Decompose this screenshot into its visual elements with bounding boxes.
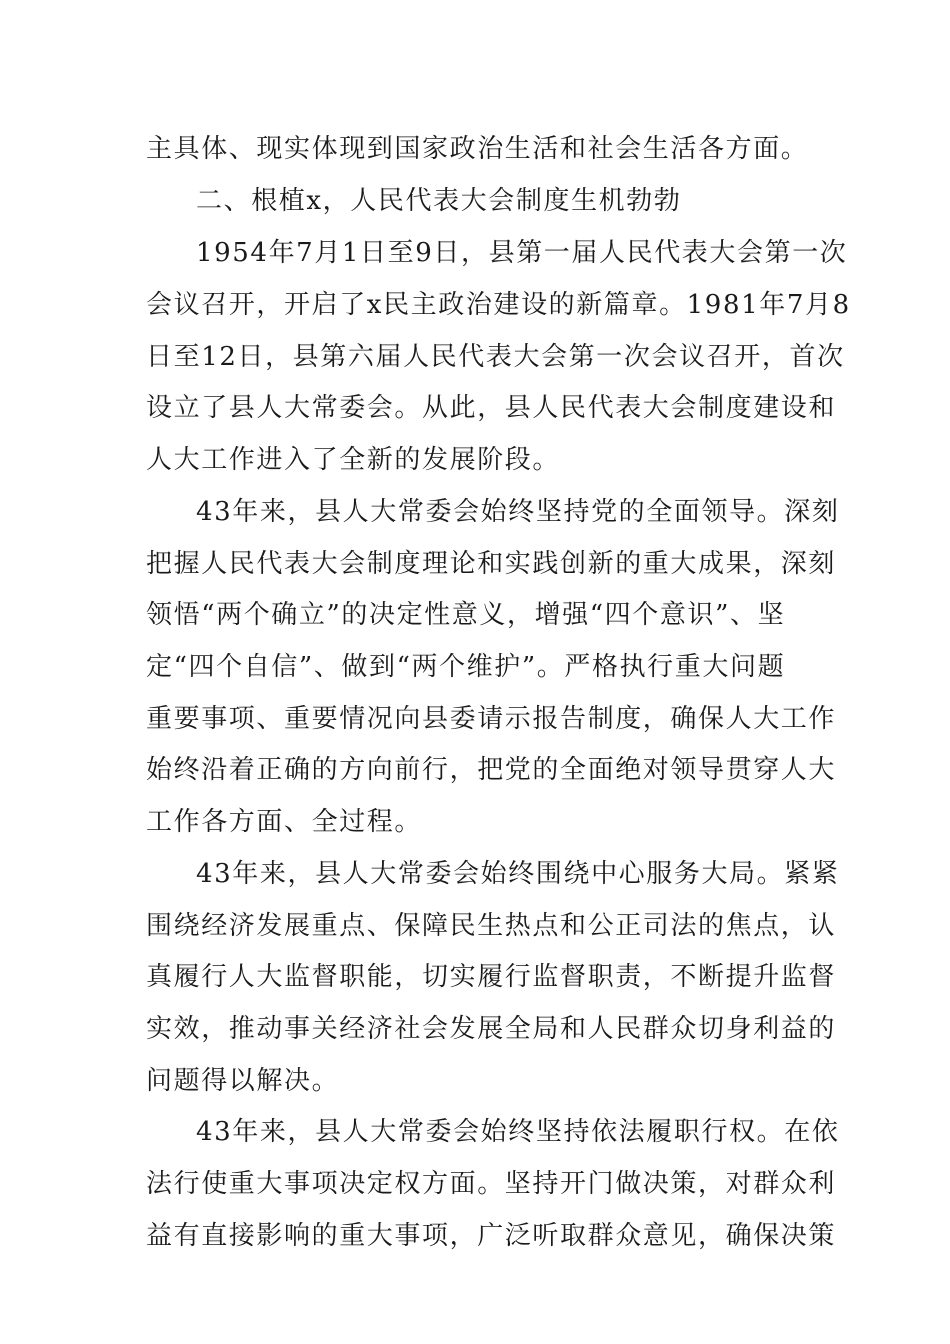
body-text-line: 真履行人大监督职能，切实履行监督职责，不断提升监督 xyxy=(146,962,837,992)
body-text-line: 定“四个自信”、做到“两个维护”。严格执行重大问题 xyxy=(146,652,786,682)
body-text-line: 法行使重大事项决定权方面。坚持开门做决策，对群众利 xyxy=(146,1169,837,1199)
body-text-line: 工作各方面、全过程。 xyxy=(146,807,423,837)
body-text-line: 把握人民代表大会制度理论和实践创新的重大成果，深刻 xyxy=(146,549,837,579)
body-text-line: 重要事项、重要情况向县委请示报告制度，确保人大工作 xyxy=(146,704,837,734)
body-text-line: 设立了县人大常委会。从此，县人民代表大会制度建设和 xyxy=(146,393,837,423)
body-text-line: 围绕经济发展重点、保障民生热点和公正司法的焦点，认 xyxy=(146,911,837,941)
body-text-line: 领悟“两个确立”的决定性意义，增强“四个意识”、坚 xyxy=(146,600,786,630)
body-text-line: 会议召开，开启了x民主政治建设的新篇章。1981年7月8 xyxy=(146,290,851,320)
body-text-line: 43年来，县人大常委会始终坚持依法履职行权。在依 xyxy=(196,1117,840,1147)
body-text-line: 始终沿着正确的方向前行，把党的全面绝对领导贯穿人大 xyxy=(146,755,837,785)
body-text-line: 人大工作进入了全新的发展阶段。 xyxy=(146,445,561,475)
body-text-line: 益有直接影响的重大事项，广泛听取群众意见，确保决策 xyxy=(146,1221,837,1251)
body-text-line: 问题得以解决。 xyxy=(146,1066,340,1096)
body-text-line: 日至12日，县第六届人民代表大会第一次会议召开，首次 xyxy=(146,342,845,372)
section-heading: 二、根植x，人民代表大会制度生机勃勃 xyxy=(196,186,682,216)
body-text-line: 43年来，县人大常委会始终坚持党的全面领导。深刻 xyxy=(196,497,840,527)
body-text-line: 1954年7月1日至9日，县第一届人民代表大会第一次 xyxy=(196,238,848,268)
body-text-line: 实效，推动事关经济社会发展全局和人民群众切身利益的 xyxy=(146,1014,837,1044)
body-text-line: 43年来，县人大常委会始终围绕中心服务大局。紧紧 xyxy=(196,859,840,889)
body-text-line: 主具体、现实体现到国家政治生活和社会生活各方面。 xyxy=(146,134,809,164)
